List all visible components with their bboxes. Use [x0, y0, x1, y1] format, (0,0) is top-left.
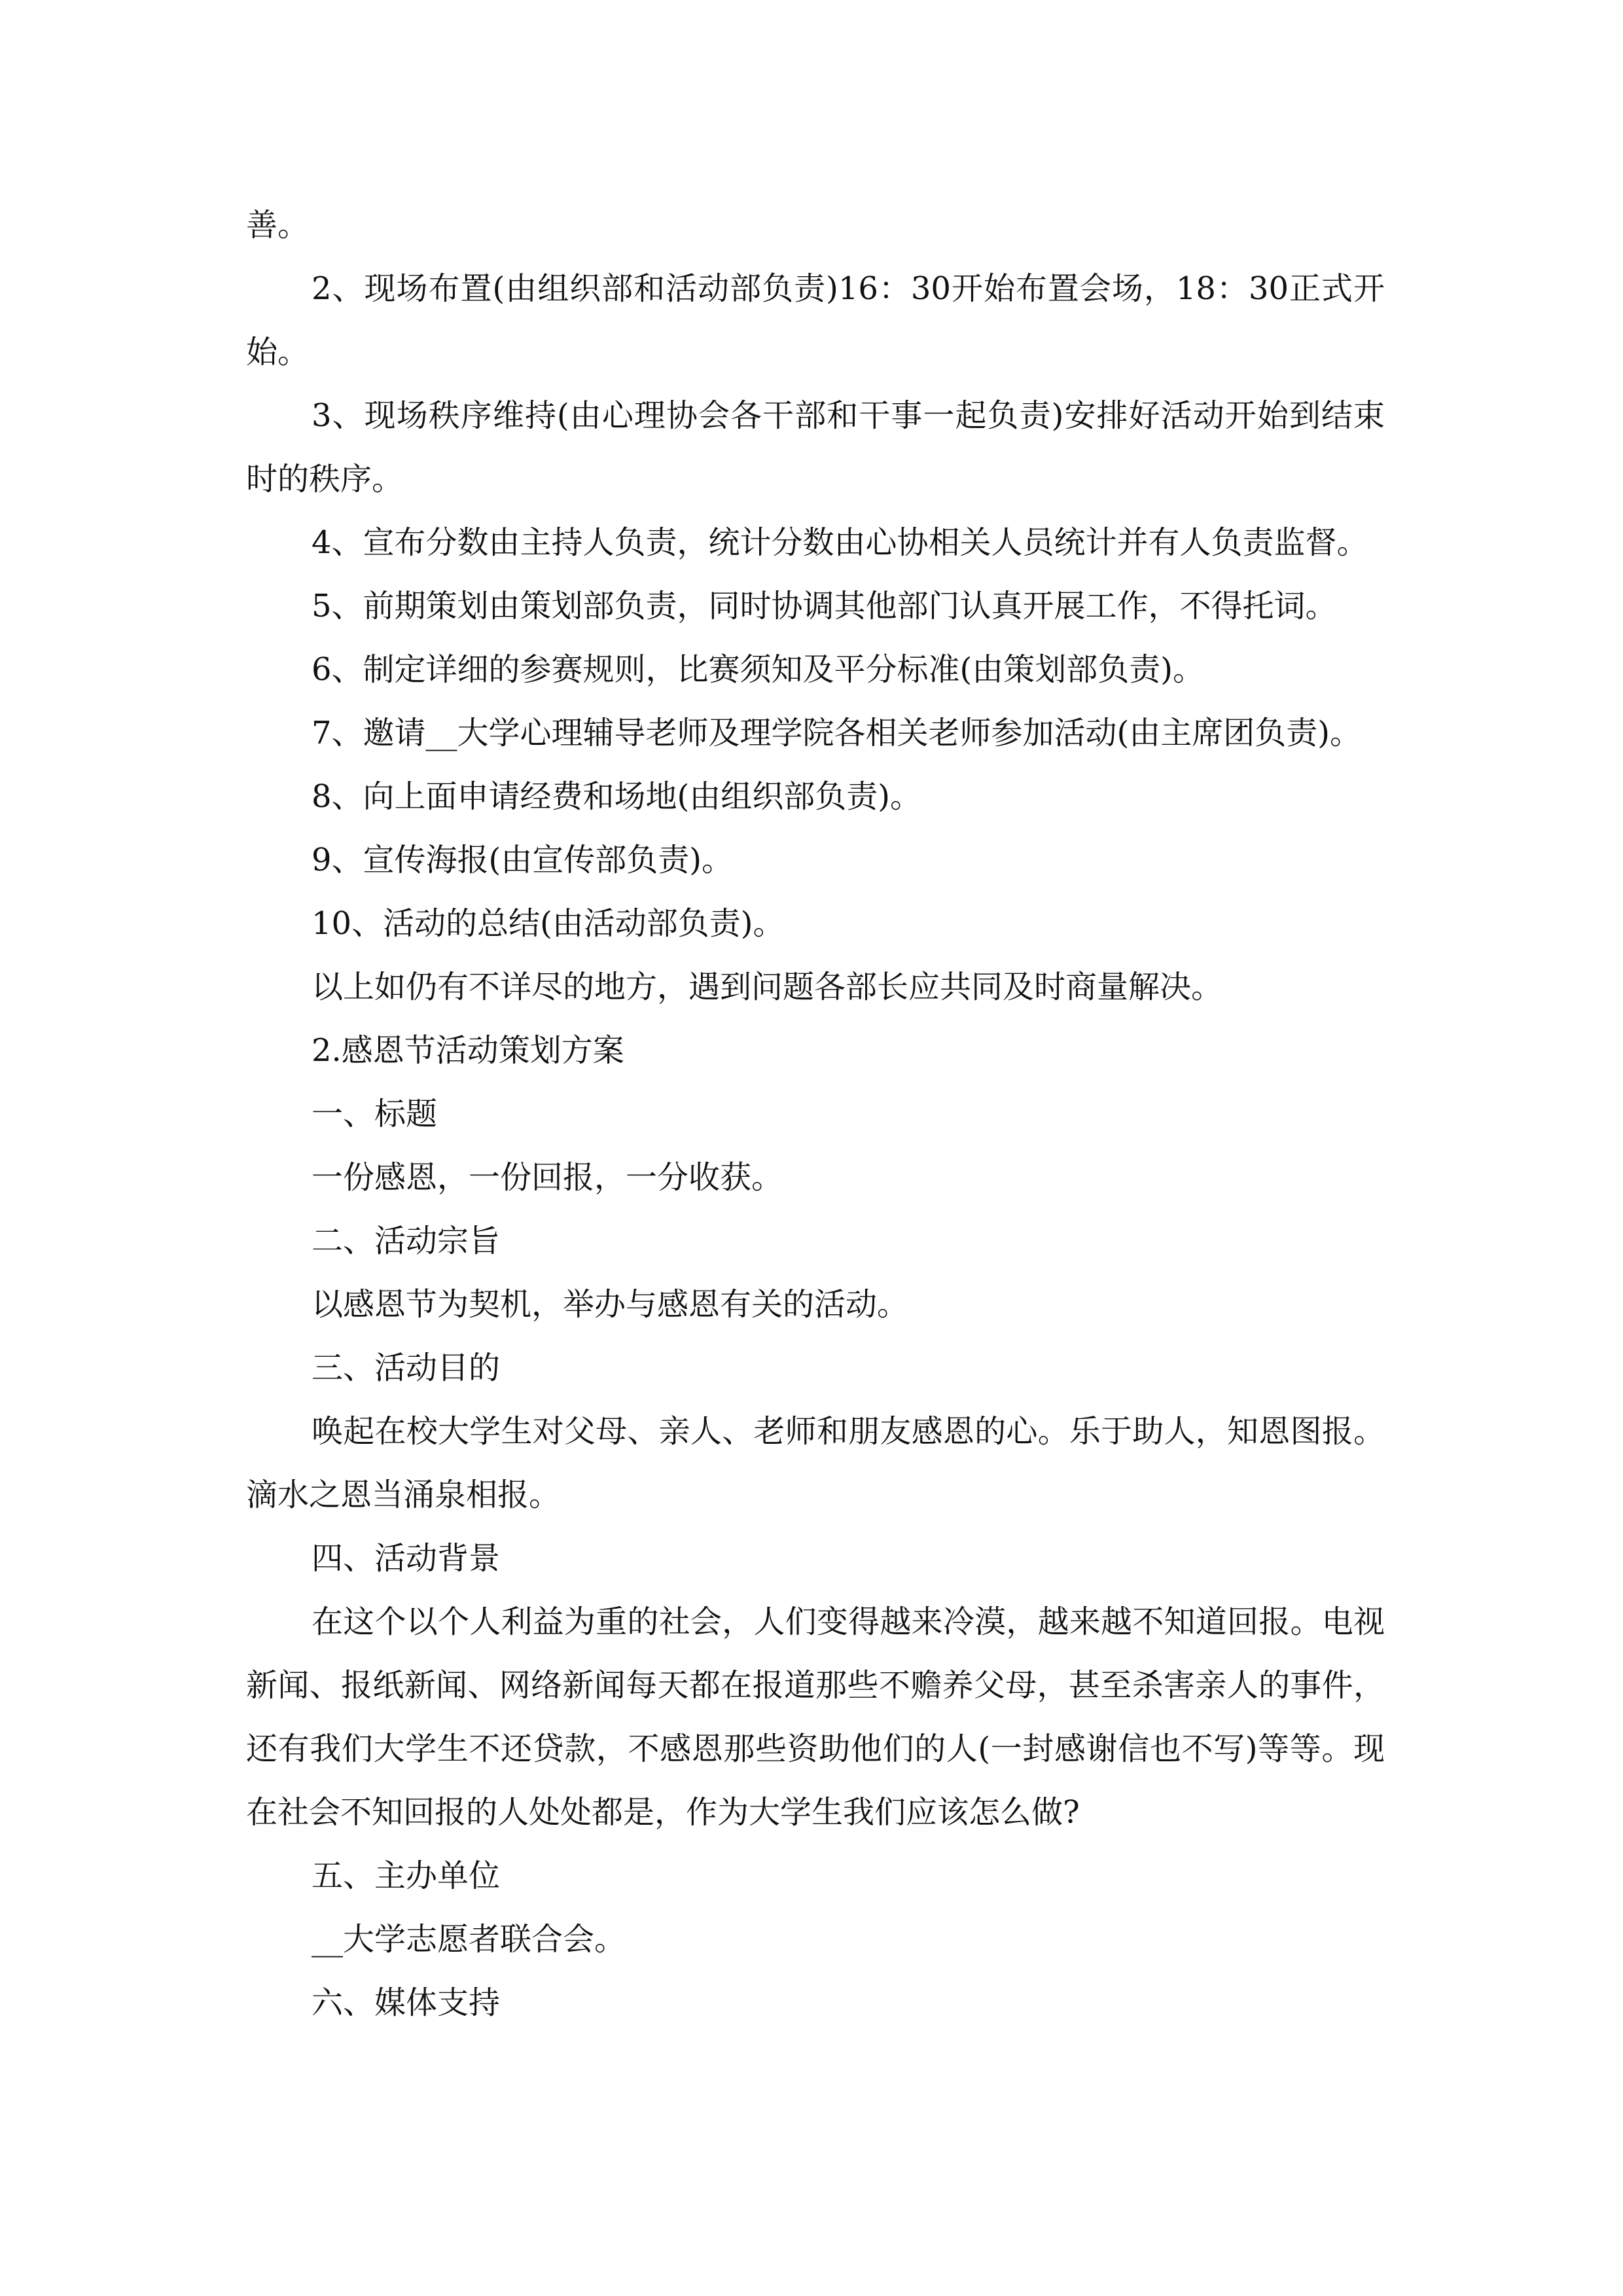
document-body [246, 194, 1385, 2035]
paragraph: 8、向上面申请经费和场地(由组织部负责)。 [312, 778, 921, 815]
paragraph: 9、宣传海报(由宣传部负责)。 [312, 842, 733, 878]
paragraph: 6、制定详细的参赛规则，比赛须知及平分标准(由策划部负责)。 [312, 651, 1204, 688]
paragraph: 7、邀请__大学心理辅导老师及理学院各相关老师参加活动(由主席团负责)。 [312, 715, 1361, 751]
paragraph: 六、媒体支持 [312, 1984, 501, 2021]
paragraph: 二、活动宗旨 [312, 1223, 501, 1259]
paragraph: 以感恩节为契机，举办与感恩有关的活动。 [312, 1286, 909, 1323]
paragraph: 三、活动目的 [312, 1350, 501, 1386]
paragraph: 唤起在校大学生对父母、亲人、老师和朋友感恩的心。乐于助人，知恩图报。滴水之恩当涌泉相报。 [246, 1413, 1385, 1513]
paragraph: 以上如仍有不详尽的地方，遇到问题各部长应共同及时商量解决。 [312, 969, 1223, 1005]
paragraph: 10、活动的总结(由活动部负责)。 [312, 905, 785, 942]
paragraph: __大学志愿者联合会。 [312, 1921, 626, 1958]
paragraph: 4、宣布分数由主持人负责，统计分数由心协相关人员统计并有人负责监督。 [312, 524, 1368, 561]
paragraph: 一、标题 [312, 1096, 438, 1132]
paragraph: 五、主办单位 [312, 1857, 501, 1894]
paragraph: 四、活动背景 [312, 1540, 501, 1577]
paragraph: 2、现场布置(由组织部和活动部负责)16：30开始布置会场，18：30正式开始。 [246, 270, 1385, 370]
paragraph: 一份感恩，一份回报，一分收获。 [312, 1159, 783, 1196]
paragraph: 善。 [246, 207, 310, 243]
paragraph: 在这个以个人利益为重的社会，人们变得越来冷漠，越来越不知道回报。电视新闻、报纸新闻、网络新闻每天都在报道那些不赡养父母，甚至杀害亲人的事件，还有我们大学生不还贷款，不感恩那些资助他们的人(一封感谢信也不写)等等。现在社会不知回报的人处处都是，作为大学生我们应该怎么做? [246, 1604, 1385, 1831]
paragraph: 2.感恩节活动策划方案 [312, 1032, 624, 1069]
paragraph: 3、现场秩序维持(由心理协会各干部和干事一起负责)安排好活动开始到结束时的秩序。 [246, 397, 1385, 497]
paragraph: 5、前期策划由策划部负责，同时协调其他部门认真开展工作，不得托词。 [312, 588, 1337, 624]
